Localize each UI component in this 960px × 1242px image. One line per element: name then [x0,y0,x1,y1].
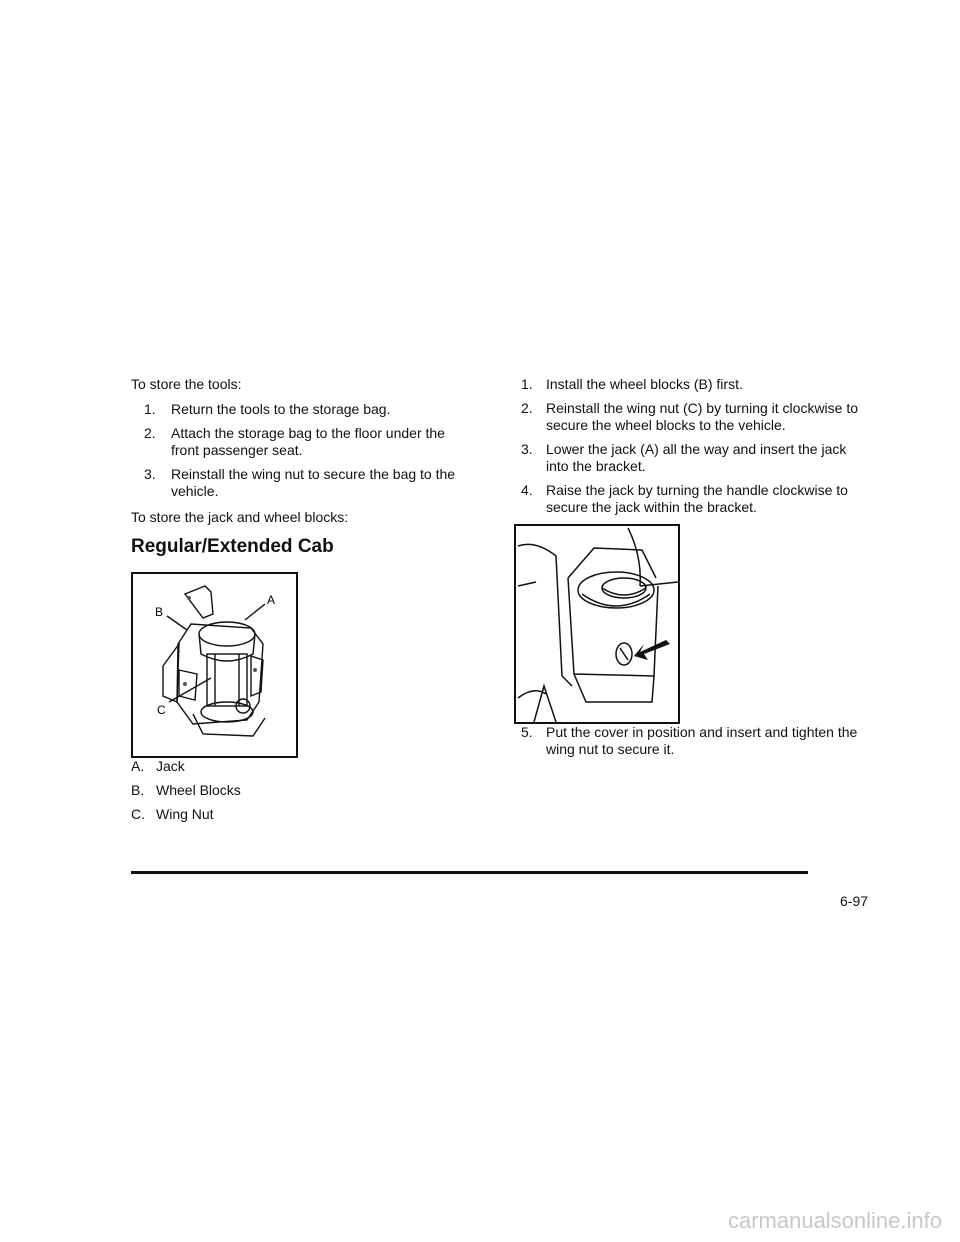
jack-drawing [133,574,296,756]
list-item [131,425,476,459]
step-number: 3. [521,441,533,457]
step-number: 2. [521,400,533,416]
store-jack-intro: To store the jack and wheel blocks: [131,509,349,525]
store-tools-intro: To store the tools: [131,376,242,392]
legend-text: Wheel Blocks [156,782,241,798]
step-text: Return the tools to the storage bag. [171,401,391,417]
list-item [521,376,866,393]
step-number: 1. [521,376,533,392]
step-number: 5. [521,724,533,740]
list-item [131,782,476,799]
list-item [521,441,866,475]
step-text: Install the wheel blocks (B) first. [546,376,743,392]
figure-legend [131,758,476,823]
step-text: Reinstall the wing nut to secure the bag to the vehicle. [171,466,456,499]
step-text: Lower the jack (A) all the way and insert the jack into the bracket. [546,441,847,474]
step-text: Raise the jack by turning the handle clockwise to secure the jack within the bracket. [546,482,848,515]
step-number: 3. [144,466,156,482]
watermark: carmanualsonline.info [727,1208,942,1233]
step-number: 2. [144,425,156,441]
list-item [521,482,866,516]
right-column [521,376,866,765]
jack-illustration [131,572,298,758]
legend-text: Wing Nut [156,806,214,822]
list-item [131,401,476,418]
final-step-list [521,724,866,758]
section-heading: Regular/Extended Cab [131,536,334,557]
footer-rule [131,871,808,874]
legend-text: Jack [156,758,185,774]
left-column [131,376,476,830]
step-text: Reinstall the wing nut (C) by turning it clockwise to secure the wheel blocks to the vehicle. [546,400,859,433]
list-item [521,724,866,758]
callout-b: B [155,605,164,619]
bracket-drawing [516,526,678,722]
list-item [131,806,476,823]
bracket-illustration [514,524,680,724]
list-item [131,466,476,500]
arrow-icon [634,640,670,660]
legend-letter: B. [131,782,145,798]
tool-steps-list [131,401,476,500]
step-text: Put the cover in position and insert and tighten the wing nut to secure it. [546,724,858,757]
legend-letter: C. [131,806,145,822]
legend-letter: A. [131,758,145,774]
jack-steps-list [521,376,866,516]
list-item [131,758,476,775]
list-item [521,400,866,434]
page-number: 6-97 [840,893,869,909]
callout-c: C [157,703,166,717]
step-text: Attach the storage bag to the floor under the front passenger seat. [171,425,445,458]
callout-a: A [267,593,276,607]
step-number: 1. [144,401,156,417]
step-number: 4. [521,482,533,498]
